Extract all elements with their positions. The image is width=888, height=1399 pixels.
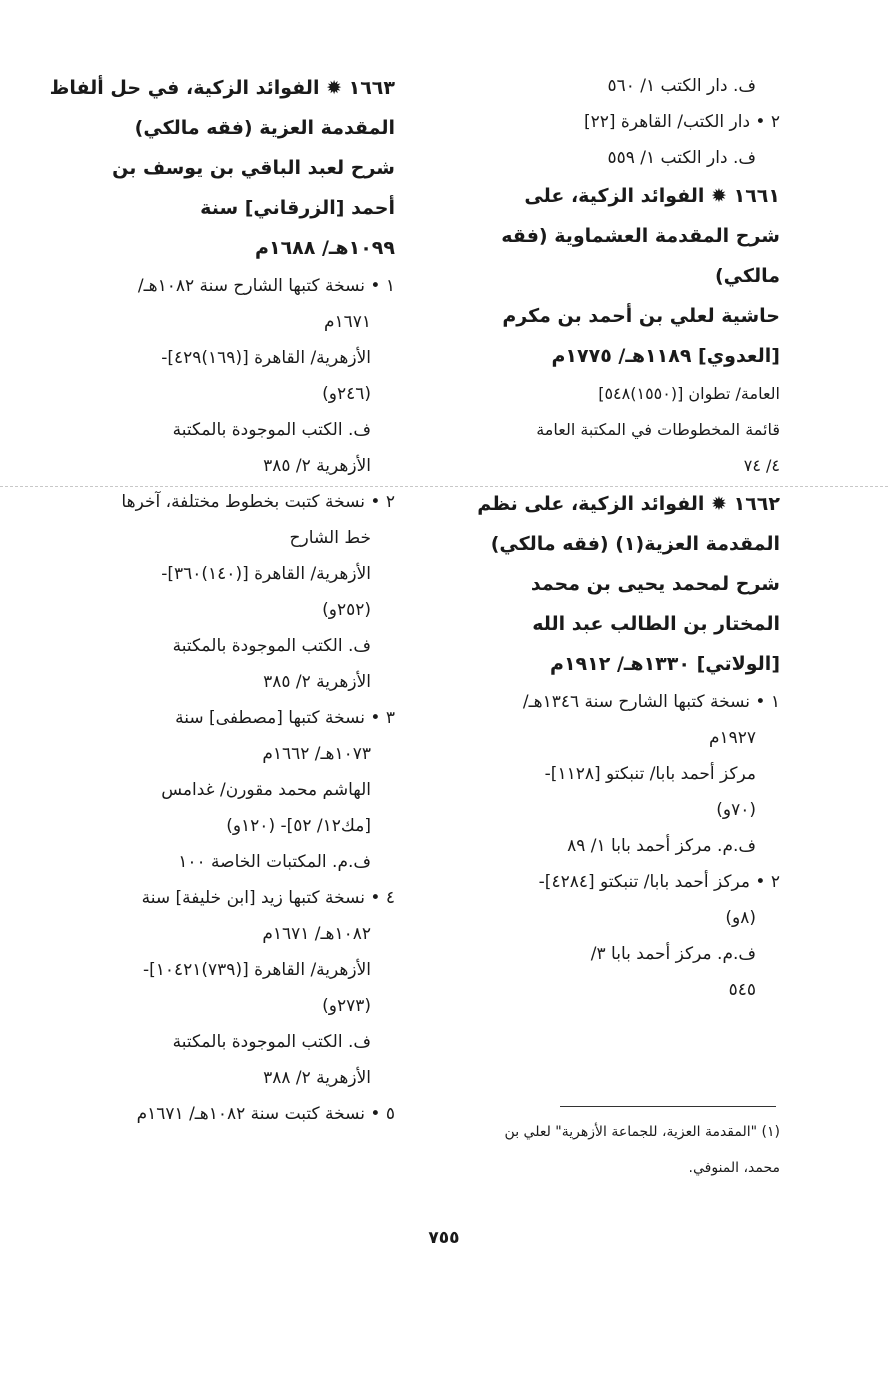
left-column-line: شرح لعبد الباقي بن يوسف بن (112, 157, 395, 179)
right-column-line: شرح لمحمد يحيى بن محمد (530, 573, 780, 595)
left-column-line: ١٠٧٣هـ/ ١٦٦٢م (262, 744, 371, 764)
right-column-line: ٤/ ٧٤ (743, 456, 780, 475)
left-column-line: ١٦٧١م (323, 312, 371, 332)
left-column-line: ٤ • نسخة كتبها زيد [ابن خليفة] سنة (141, 888, 395, 908)
right-column-line: ١٩٢٧م (708, 728, 756, 748)
right-column-line: ١٦٦١ ✹ الفوائد الزكية، على (524, 185, 780, 207)
right-column-line: ف.م. مركز أحمد بابا ٣/ (590, 944, 756, 964)
right-column-line: مركز أحمد بابا/ تنبكتو [١١٢٨]- (544, 764, 756, 784)
left-column-line: (٢٧٣و) (322, 996, 371, 1016)
right-column-line: (٧٠و) (716, 800, 756, 820)
left-column-line: الأزهرية/ القاهرة [(١٦٩)٤٢٩]- (161, 348, 371, 368)
page-number: ٧٥٥ (428, 1228, 460, 1248)
left-column-line: ف. الكتب الموجودة بالمكتبة (172, 636, 371, 656)
right-column-line: مالكي) (715, 265, 780, 287)
right-column-line: المختار بن الطالب عبد الله (532, 613, 780, 635)
left-column-line: ١٦٦٣ ✹ الفوائد الزكية، في حل ألفاظ (49, 77, 395, 99)
left-column-line: الأزهرية ٢/ ٣٨٥ (263, 456, 371, 476)
left-column-line: الأزهرية ٢/ ٣٨٥ (263, 672, 371, 692)
left-column-line: ٢ • نسخة كتبت بخطوط مختلفة، آخرها (121, 492, 395, 512)
left-column-line: ١٠٩٩هـ/ ١٦٨٨م (255, 237, 395, 259)
left-column-line: ١ • نسخة كتبها الشارح سنة ١٠٨٢هـ/ (137, 276, 395, 296)
right-column-line: ٢ • مركز أحمد بابا/ تنبكتو [٤٢٨٤]- (538, 872, 780, 892)
footnote-separator (560, 1106, 776, 1107)
right-column-line: ف. دار الكتب ١/ ٥٥٩ (607, 148, 756, 168)
right-column-line: حاشية لعلي بن أحمد بن مكرم (502, 305, 780, 327)
right-column-line: ف.م. مركز أحمد بابا ١/ ٨٩ (567, 836, 756, 856)
right-column-line: شرح المقدمة العشماوية (فقه (501, 225, 780, 247)
left-column-line: خط الشارح (289, 528, 371, 548)
left-column-line: ٣ • نسخة كتبها [مصطفى] سنة (175, 708, 395, 728)
right-column-line: ف. دار الكتب ١/ ٥٦٠ (607, 76, 756, 96)
footnote-line: (١) "المقدمة العزية، للجماعة الأزهرية" لعلي بن (504, 1124, 780, 1140)
right-column-line: المقدمة العزية(١) (فقه مالكي) (490, 533, 780, 555)
left-column-line: [مك١٢/ ٥٢]- (١٢٠و) (226, 816, 371, 836)
right-column-line: العامة/ تطوان [(١٥٥٠)٥٤٨] (598, 384, 780, 403)
right-column-line: ٥٤٥ (728, 980, 756, 1000)
right-column-line: (٨و) (725, 908, 756, 928)
right-column-line: ٢ • دار الكتب/ القاهرة [٢٢] (583, 112, 780, 132)
left-column-line: المقدمة العزية (فقه مالكي) (134, 117, 395, 139)
left-column-line: الأزهرية ٢/ ٣٨٨ (263, 1068, 371, 1088)
right-column-line: ١٦٦٢ ✹ الفوائد الزكية، على نظم (477, 493, 780, 515)
right-column-line: ١ • نسخة كتبها الشارح سنة ١٣٤٦هـ/ (522, 692, 780, 712)
left-column-line: ٥ • نسخة كتبت سنة ١٠٨٢هـ/ ١٦٧١م (136, 1104, 395, 1124)
left-column-line: ف. الكتب الموجودة بالمكتبة (172, 420, 371, 440)
left-column-line: الأزهرية/ القاهرة [(٧٣٩)١٠٤٢١]- (142, 960, 371, 980)
left-column (49, 68, 395, 1132)
left-column-line: الأزهرية/ القاهرة [(١٤٠)٣٦٠]- (161, 564, 371, 584)
footnote (440, 1114, 780, 1186)
right-column (440, 68, 780, 1008)
footnote-line: محمد، المنوفي. (688, 1160, 780, 1176)
left-column-line: ف.م. المكتبات الخاصة ١٠٠ (178, 852, 371, 872)
right-column-line: قائمة المخطوطات في المكتبة العامة (536, 420, 780, 439)
left-column-line: ١٠٨٢هـ/ ١٦٧١م (262, 924, 371, 944)
left-column-line: ف. الكتب الموجودة بالمكتبة (172, 1032, 371, 1052)
left-column-line: الهاشم محمد مقورن/ غدامس (161, 780, 371, 800)
right-column-line: [الولاتي] ١٣٣٠هـ/ ١٩١٢م (550, 653, 780, 675)
left-column-line: (٢٥٢و) (322, 600, 371, 620)
right-column-line: [العدوي] ١١٨٩هـ/ ١٧٧٥م (551, 345, 780, 367)
left-column-line: (٢٤٦و) (322, 384, 371, 404)
left-column-line: أحمد [الزرقاني] سنة (200, 197, 395, 219)
